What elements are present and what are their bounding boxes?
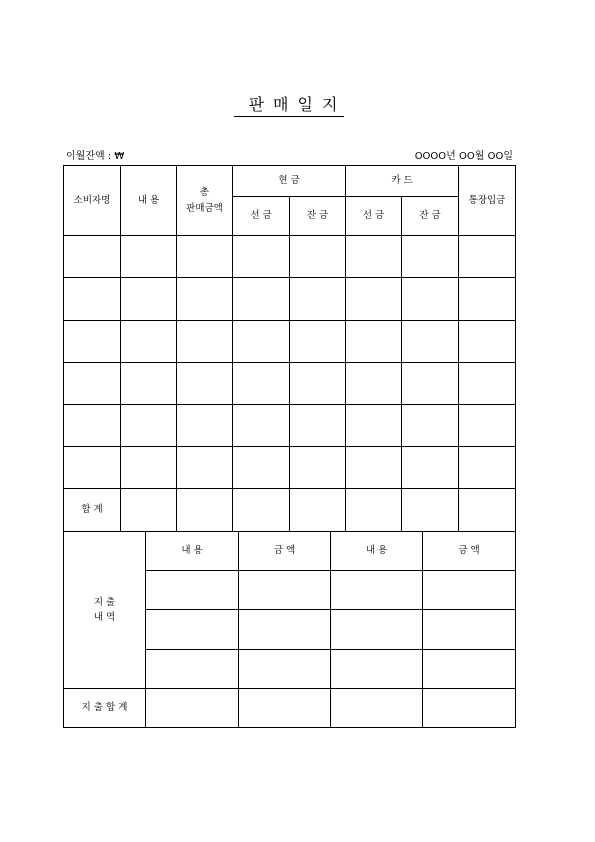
table-row bbox=[64, 278, 516, 321]
table-cell[interactable] bbox=[233, 236, 290, 278]
header-customer: 소비자명 bbox=[64, 166, 121, 236]
header-bank-deposit: 통장입금 bbox=[459, 166, 516, 236]
table-cell[interactable] bbox=[233, 447, 290, 489]
expense-section-label bbox=[64, 532, 146, 689]
expense-table bbox=[63, 531, 516, 728]
table-cell[interactable] bbox=[346, 405, 402, 447]
table-cell[interactable] bbox=[233, 405, 290, 447]
table-cell[interactable] bbox=[233, 489, 290, 532]
table-cell[interactable] bbox=[423, 689, 516, 728]
table-cell[interactable] bbox=[177, 447, 233, 489]
table-row bbox=[64, 447, 516, 489]
table-cell[interactable] bbox=[459, 363, 516, 405]
total-row bbox=[64, 689, 516, 728]
header-expense-content-2: 내 용 bbox=[331, 532, 423, 571]
table-cell[interactable] bbox=[402, 447, 459, 489]
table-cell[interactable] bbox=[346, 278, 402, 321]
header-cash: 현 금 bbox=[233, 166, 346, 197]
table-cell[interactable] bbox=[459, 321, 516, 363]
table-cell[interactable] bbox=[121, 447, 177, 489]
expense-total-label: 지 출 합 계 bbox=[64, 689, 146, 728]
table-cell[interactable] bbox=[459, 236, 516, 278]
header-expense-amount-1: 금 액 bbox=[239, 532, 331, 571]
header-total-line1: 총 bbox=[199, 187, 210, 199]
table-cell[interactable] bbox=[64, 321, 121, 363]
table-cell[interactable] bbox=[177, 405, 233, 447]
table-cell[interactable] bbox=[459, 405, 516, 447]
expense-section-line1: 지 출 bbox=[93, 596, 116, 608]
table-cell[interactable] bbox=[331, 689, 423, 728]
table-cell[interactable] bbox=[121, 405, 177, 447]
table-cell[interactable] bbox=[121, 489, 177, 532]
table-cell[interactable] bbox=[146, 689, 239, 728]
table-cell[interactable] bbox=[233, 278, 290, 321]
table-cell[interactable] bbox=[239, 610, 331, 650]
table-cell[interactable] bbox=[177, 321, 233, 363]
table-cell[interactable] bbox=[459, 489, 516, 532]
table-cell[interactable] bbox=[239, 689, 331, 728]
table-cell[interactable] bbox=[346, 236, 402, 278]
table-cell[interactable] bbox=[233, 363, 290, 405]
table-cell[interactable] bbox=[290, 363, 346, 405]
header-card-balance: 잔 금 bbox=[402, 197, 459, 236]
table-cell[interactable] bbox=[64, 363, 121, 405]
table-cell[interactable] bbox=[290, 447, 346, 489]
header-card-prepaid: 선 금 bbox=[346, 197, 402, 236]
table-cell[interactable] bbox=[423, 650, 516, 689]
table-cell[interactable] bbox=[459, 278, 516, 321]
table-row bbox=[64, 405, 516, 447]
table-cell[interactable] bbox=[331, 650, 423, 689]
table-cell[interactable] bbox=[402, 405, 459, 447]
table-cell[interactable] bbox=[64, 447, 121, 489]
table-cell[interactable] bbox=[402, 236, 459, 278]
header-content: 내 용 bbox=[121, 166, 177, 236]
table-cell[interactable] bbox=[64, 405, 121, 447]
carryover-balance-label: 이월잔액 : ₩ bbox=[66, 151, 125, 162]
expense-section-line2: 내 역 bbox=[93, 612, 116, 623]
table-cell[interactable] bbox=[121, 321, 177, 363]
table-row bbox=[64, 363, 516, 405]
table-cell[interactable] bbox=[346, 321, 402, 363]
table-cell[interactable] bbox=[177, 489, 233, 532]
table-cell[interactable] bbox=[290, 236, 346, 278]
table-cell[interactable] bbox=[239, 571, 331, 610]
table-cell[interactable] bbox=[121, 363, 177, 405]
table-cell[interactable] bbox=[402, 363, 459, 405]
table-cell[interactable] bbox=[177, 236, 233, 278]
table-cell[interactable] bbox=[146, 650, 239, 689]
table-cell[interactable] bbox=[402, 489, 459, 532]
table-cell[interactable] bbox=[459, 447, 516, 489]
table-cell[interactable] bbox=[290, 405, 346, 447]
table-cell[interactable] bbox=[239, 650, 331, 689]
table-cell[interactable] bbox=[146, 610, 239, 650]
header-total-line2: 판매금액 bbox=[186, 202, 223, 214]
table-cell[interactable] bbox=[290, 321, 346, 363]
table-cell[interactable] bbox=[146, 571, 239, 610]
table-cell[interactable] bbox=[64, 278, 121, 321]
header-expense-amount-2: 금 액 bbox=[423, 532, 516, 571]
header-cash-prepaid: 선 금 bbox=[233, 197, 290, 236]
table-row bbox=[64, 321, 516, 363]
header-cash-balance: 잔 금 bbox=[290, 197, 346, 236]
header-card: 카 드 bbox=[346, 166, 459, 197]
table-cell[interactable] bbox=[290, 489, 346, 532]
table-cell[interactable] bbox=[346, 447, 402, 489]
date-label: OOOO년 OO월 OO일 bbox=[414, 151, 513, 162]
table-cell[interactable] bbox=[423, 571, 516, 610]
table-cell[interactable] bbox=[177, 278, 233, 321]
table-cell[interactable] bbox=[346, 489, 402, 532]
table-cell[interactable] bbox=[331, 571, 423, 610]
table-cell[interactable] bbox=[233, 321, 290, 363]
title-underline bbox=[234, 116, 344, 117]
total-row bbox=[64, 489, 516, 532]
table-cell[interactable] bbox=[402, 321, 459, 363]
table-cell[interactable] bbox=[346, 363, 402, 405]
table-row bbox=[64, 236, 516, 278]
total-label: 합 계 bbox=[64, 489, 121, 532]
table-cell[interactable] bbox=[423, 610, 516, 650]
table-cell[interactable] bbox=[290, 278, 346, 321]
sales-table bbox=[63, 165, 516, 532]
table-cell[interactable] bbox=[121, 278, 177, 321]
table-cell[interactable] bbox=[121, 236, 177, 278]
header-total-sales bbox=[177, 166, 233, 236]
page-title: 판매일지 bbox=[248, 95, 347, 114]
table-cell[interactable] bbox=[177, 363, 233, 405]
table-cell[interactable] bbox=[331, 610, 423, 650]
table-cell[interactable] bbox=[64, 236, 121, 278]
header-expense-content-1: 내 용 bbox=[146, 532, 239, 571]
table-cell[interactable] bbox=[402, 278, 459, 321]
